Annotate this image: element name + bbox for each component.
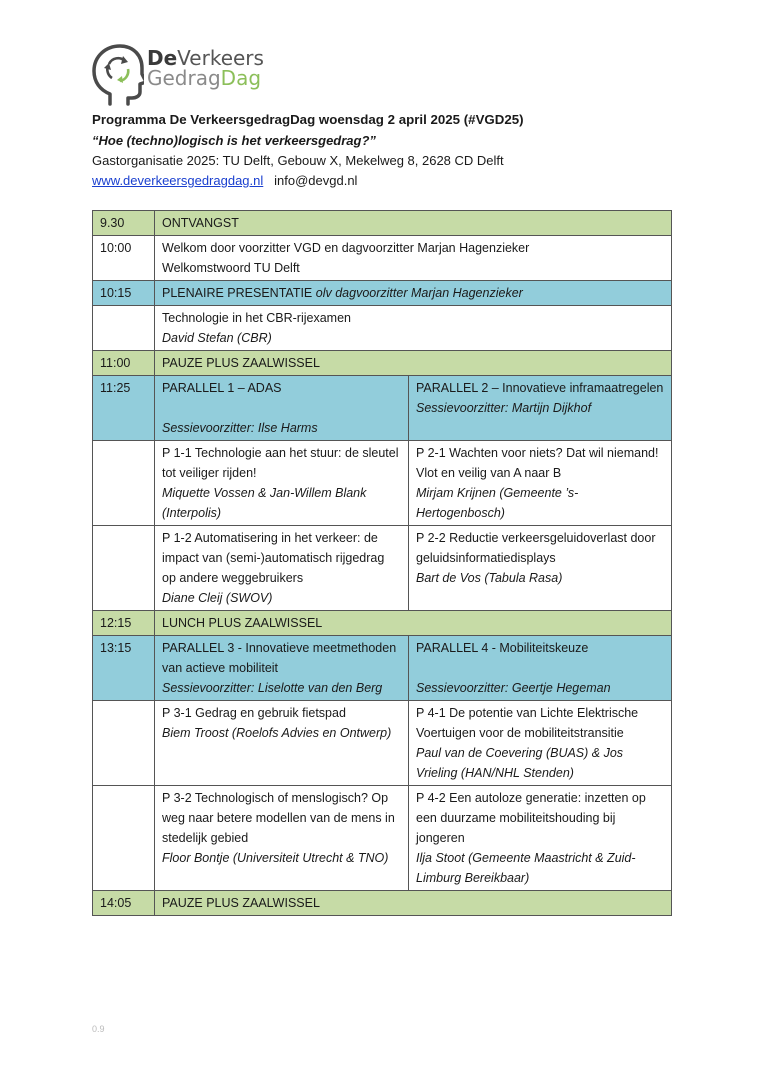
talk-speaker: Bart de Vos (Tabula Rasa) bbox=[416, 571, 563, 585]
talk-speaker: Miquette Vossen & Jan-Willem Blank (Interpolis) bbox=[162, 486, 367, 520]
logo-word-de: De bbox=[147, 46, 178, 70]
parallel-4-cell bbox=[409, 636, 672, 701]
session-cell: LUNCH PLUS ZAALWISSEL bbox=[155, 611, 672, 636]
session-chair: Sessievoorzitter: Ilse Harms bbox=[162, 421, 318, 435]
table-row bbox=[93, 891, 672, 916]
time-cell bbox=[93, 306, 155, 351]
talk-title: P 3-2 Technologisch of menslogisch? Op weg naar betere modellen van de mens in stedelijk gebied bbox=[162, 791, 395, 845]
time-cell bbox=[93, 786, 155, 891]
talk-title: P 4-1 De potentie van Lichte Elektrische Voertuigen voor de mobiliteitstransitie bbox=[416, 706, 639, 740]
time-cell: 11:25 bbox=[93, 376, 155, 441]
logo bbox=[92, 44, 262, 106]
talk-speaker: David Stefan (CBR) bbox=[162, 331, 272, 345]
head-arrows-icon bbox=[92, 44, 144, 106]
session-cell: ONTVANGST bbox=[155, 211, 672, 236]
table-row bbox=[93, 786, 672, 891]
parallel-title: PARALLEL 2 – Innovatieve inframaatregelen bbox=[416, 381, 664, 395]
table-row bbox=[93, 701, 672, 786]
parallel-1-cell bbox=[155, 376, 409, 441]
time-cell: 10:15 bbox=[93, 281, 155, 306]
talk-cell bbox=[409, 526, 672, 611]
talk-title: P 2-2 Reductie verkeersgeluidoverlast door geluidsinformatiedisplays bbox=[416, 531, 656, 565]
time-cell bbox=[93, 441, 155, 526]
host-info: Gastorganisatie 2025: TU Delft, Gebouw X, Mekelweg 8, 2628 CD Delft bbox=[92, 153, 504, 168]
time-cell bbox=[93, 701, 155, 786]
table-row bbox=[93, 611, 672, 636]
talk-title: Technologie in het CBR-rijexamen bbox=[162, 311, 351, 325]
table-row bbox=[93, 351, 672, 376]
page-label: 0.9 bbox=[92, 1024, 105, 1034]
session-chair: Sessievoorzitter: Geertje Hegeman bbox=[416, 681, 611, 695]
talk-cell bbox=[409, 786, 672, 891]
table-row bbox=[93, 281, 672, 306]
session-cell bbox=[155, 236, 672, 281]
table-row bbox=[93, 211, 672, 236]
logo-word-verkeers: Verkeers bbox=[177, 46, 264, 70]
parallel-2-cell bbox=[409, 376, 672, 441]
welcome-line: Welkomstwoord TU Delft bbox=[162, 261, 300, 275]
logo-wordmark bbox=[147, 48, 264, 88]
session-chair: Sessievoorzitter: Martijn Dijkhof bbox=[416, 401, 592, 415]
contact-line bbox=[92, 171, 692, 191]
logo-word-gedrag: Gedrag bbox=[147, 66, 221, 90]
talk-title: P 1-1 Technologie aan het stuur: de sleutel tot veiliger rijden! bbox=[162, 446, 399, 480]
parallel-3-cell bbox=[155, 636, 409, 701]
talk-title: P 2-1 Wachten voor niets? Dat wil niemand! Vlot en veilig van A naar B bbox=[416, 446, 659, 480]
talk-speaker: Floor Bontje (Universiteit Utrecht & TNO) bbox=[162, 851, 389, 865]
table-row bbox=[93, 306, 672, 351]
table-row bbox=[93, 376, 672, 441]
talk-cell bbox=[409, 701, 672, 786]
session-cell bbox=[155, 306, 672, 351]
talk-cell bbox=[155, 441, 409, 526]
session-chair: Sessievoorzitter: Liselotte van den Berg bbox=[162, 681, 383, 695]
table-row bbox=[93, 236, 672, 281]
table-row bbox=[93, 441, 672, 526]
time-cell: 14:05 bbox=[93, 891, 155, 916]
talk-title: P 4-2 Een autoloze generatie: inzetten op een duurzame mobiliteitshouding bij jongeren bbox=[416, 791, 646, 845]
table-row bbox=[93, 526, 672, 611]
contact-email: info@devgd.nl bbox=[274, 173, 358, 188]
session-cell: PAUZE PLUS ZAALWISSEL bbox=[155, 351, 672, 376]
time-cell: 9.30 bbox=[93, 211, 155, 236]
parallel-title: PARALLEL 4 - Mobiliteitskeuze bbox=[416, 641, 589, 655]
page-title: Programma De VerkeersgedragDag woensdag 2 april 2025 (#VGD25) bbox=[92, 112, 524, 127]
time-cell bbox=[93, 526, 155, 611]
document-header bbox=[92, 110, 692, 191]
welcome-line: Welkom door voorzitter VGD en dagvoorzitter Marjan Hagenzieker bbox=[162, 241, 530, 255]
time-cell: 12:15 bbox=[93, 611, 155, 636]
talk-cell bbox=[409, 441, 672, 526]
talk-speaker: Diane Cleij (SWOV) bbox=[162, 591, 273, 605]
talk-speaker: Ilja Stoot (Gemeente Maastricht & Zuid-Limburg Bereikbaar) bbox=[416, 851, 636, 885]
parallel-title: PARALLEL 3 - Innovatieve meetmethoden van actieve mobiliteit bbox=[162, 641, 397, 675]
session-cell: PAUZE PLUS ZAALWISSEL bbox=[155, 891, 672, 916]
talk-title: P 1-2 Automatisering in het verkeer: de impact van (semi-)automatisch rijgedrag op andere weggebruikers bbox=[162, 531, 385, 585]
talk-speaker: Paul van de Coevering (BUAS) & Jos Vrieling (HAN/NHL Stenden) bbox=[416, 746, 624, 780]
talk-cell bbox=[155, 526, 409, 611]
time-cell: 11:00 bbox=[93, 351, 155, 376]
talk-title: P 3-1 Gedrag en gebruik fietspad bbox=[162, 706, 346, 720]
plenary-label: PLENAIRE PRESENTATIE bbox=[162, 286, 313, 300]
logo-word-dag: Dag bbox=[220, 66, 262, 90]
session-cell bbox=[155, 281, 672, 306]
talk-speaker: Mirjam Krijnen (Gemeente ’s-Hertogenbosch) bbox=[416, 486, 579, 520]
talk-speaker: Biem Troost (Roelofs Advies en Ontwerp) bbox=[162, 726, 392, 740]
table-row bbox=[93, 636, 672, 701]
parallel-title: PARALLEL 1 – ADAS bbox=[162, 381, 282, 395]
plenary-chair: olv dagvoorzitter Marjan Hagenzieker bbox=[315, 286, 523, 300]
time-cell: 10:00 bbox=[93, 236, 155, 281]
page-subtitle: “Hoe (techno)logisch is het verkeersgedrag?” bbox=[92, 133, 376, 148]
talk-cell bbox=[155, 701, 409, 786]
talk-cell bbox=[155, 786, 409, 891]
website-link[interactable]: www.deverkeersgedragdag.nl bbox=[92, 173, 264, 188]
program-table bbox=[92, 210, 672, 916]
time-cell: 13:15 bbox=[93, 636, 155, 701]
